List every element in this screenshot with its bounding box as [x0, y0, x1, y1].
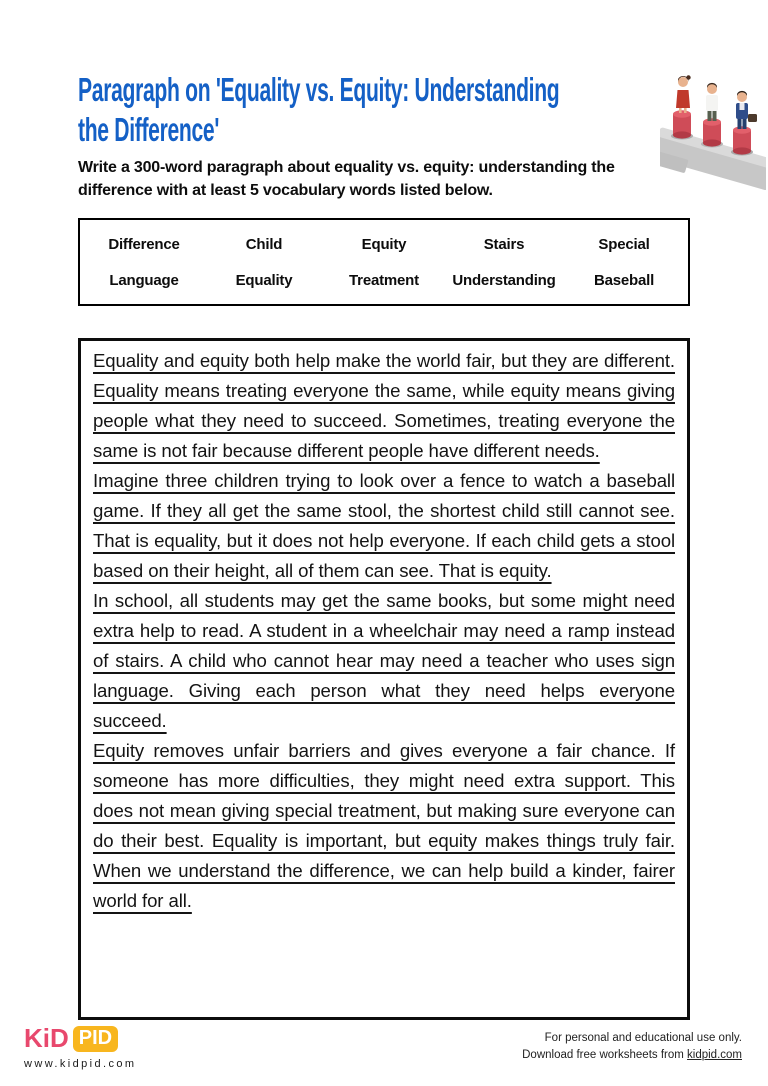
vocab-word: Special [598, 235, 650, 253]
usage-note [522, 1030, 742, 1064]
vocab-word: Difference [108, 235, 180, 253]
usage-line-2-text: Download free worksheets from [522, 1049, 688, 1061]
essay-paragraph-3: In school, all students may get the same books, but some might need extra help to read. A student in a wheelchair may need a ramp instead of stairs. A child who cannot hear may need a teacher who uses sign language. Giving each person what they need helps everyone succeed. [93, 590, 675, 731]
instructions-text: Write a 300-word paragraph about equality vs. equity: understanding the difference with at least 5 vocabulary words listed below. [78, 159, 615, 199]
page-title-line-2: the Difference' [78, 111, 220, 148]
essay-paragraph-1: Equality and equity both help make the world fair, but they are different. Equality means treating everyone the same, while equity means giving people what they need to succeed. Sometimes, treating everyone the same is not fair because different people have different needs. [93, 350, 675, 461]
vocabulary-box [78, 218, 690, 306]
page-title [78, 70, 690, 150]
page-title-line-1: Paragraph on 'Equality vs. Equity: Understanding [78, 71, 560, 108]
usage-line-2 [522, 1047, 742, 1064]
man-white-shirt-figure [706, 83, 718, 121]
essay-paragraph-4: Equity removes unfair barriers and gives everyone a fair chance. If someone has more difficulties, they might need extra support. This does not mean giving special treatment, but making sure everyone can do their best. Equality is important, but equity makes things truly fair. When we understand the difference, we can help build a kinder, fairer world for all. [93, 740, 675, 911]
vocab-word: Understanding [452, 271, 556, 289]
logo-pid-badge: PID [73, 1026, 118, 1052]
man-blue-suit-figure [736, 91, 757, 129]
kidpid-logo [24, 1023, 136, 1070]
essay-box [78, 338, 690, 1020]
vocab-word: Equity [361, 235, 407, 253]
website-url: www.kidpid.com [24, 1058, 137, 1070]
people-on-podium-illustration [660, 70, 766, 198]
vocab-word: Stairs [483, 235, 525, 253]
stool-middle [703, 118, 721, 146]
vocab-word: Baseball [593, 271, 655, 289]
woman-figure [676, 75, 691, 113]
stool-right [733, 126, 751, 154]
podium-steps-icon [660, 70, 766, 198]
stool-left [673, 110, 691, 138]
vocab-word: Equality [235, 271, 293, 289]
vocab-word: Child [245, 235, 283, 253]
vocab-word: Treatment [349, 271, 419, 289]
usage-line-1: For personal and educational use only. [544, 1032, 742, 1044]
logo-kid-text: KiD [24, 1023, 69, 1053]
kidpid-link[interactable]: kidpid.com [687, 1049, 742, 1061]
essay-paragraph-2: Imagine three children trying to look over a fence to watch a baseball game. If they all get the same stool, the shortest child still cannot see. That is equality, but it does not help everyone. If each child gets a stool based on their height, all of them can see. That is equity. [93, 470, 675, 581]
vocab-word: Language [109, 271, 179, 289]
